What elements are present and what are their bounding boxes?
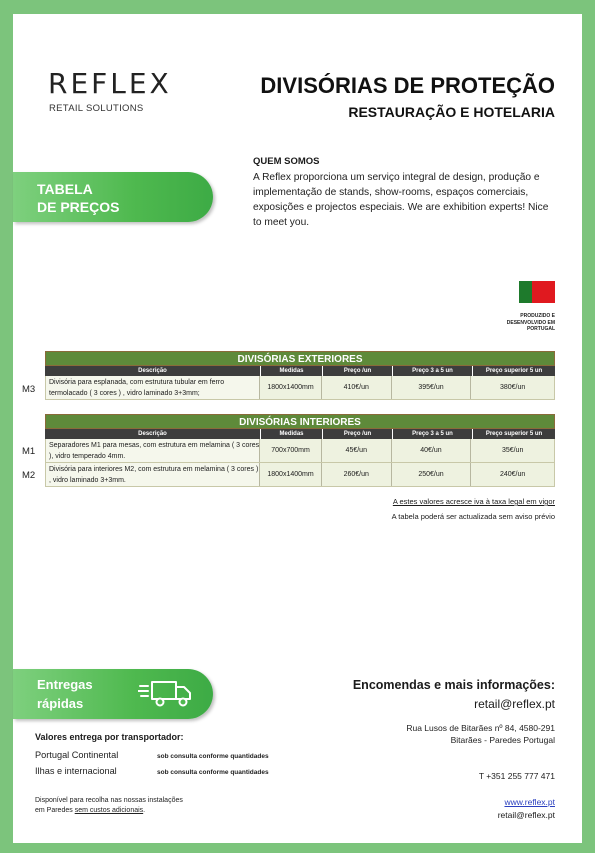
row-desc: Divisória para esplanada, com estrutura tubular em ferro termolacado ( 3 cores ) , vidro laminado 3+3mm; [46, 376, 260, 399]
delivery-note: sob consulta conforme quantidades [157, 753, 269, 760]
entregas-badge-line1: Entregas [37, 677, 93, 692]
delivery-heading: Valores entrega por transportador: [35, 732, 184, 742]
col-preco-sup-5: Preço superior 5 un [472, 366, 555, 376]
row-p2: 250€/un [392, 463, 472, 486]
delivery-destination: Ilhas e internacional [35, 766, 117, 776]
row-p3: 380€/un [499, 384, 526, 391]
tabela-badge-line2: DE PREÇOS [37, 199, 120, 215]
table-row [45, 439, 555, 463]
table-title: DIVISÓRIAS INTERIORES [45, 414, 555, 429]
reflex-logo: REFLEX [48, 67, 172, 100]
row-desc: Separadores M1 para mesas, com estrutura em melamina ( 3 cores ), vidro temperado 4mm. [46, 439, 260, 462]
update-note: A tabela poderá ser actualizada sem aviso prévio [391, 512, 555, 521]
contact-phone: T +351 255 777 471 [478, 771, 555, 781]
table-exteriores [45, 351, 555, 400]
pickup-info [35, 796, 183, 816]
entregas-badge-line2: rápidas [37, 696, 84, 711]
table-interiores [45, 414, 555, 487]
contact-email-secondary[interactable]: retail@reflex.pt [497, 810, 555, 820]
row-p3: 240€/un [499, 471, 526, 478]
row-p3: 35€/un [501, 447, 524, 454]
row-medidas: 1800x1400mm [260, 463, 322, 486]
delivery-destination: Portugal Continental [35, 750, 119, 760]
col-descricao: Descrição [138, 431, 167, 437]
tabela-precos-badge [13, 172, 213, 222]
product-code: M3 [22, 384, 36, 395]
table-row [45, 463, 555, 487]
page-subtitle: RESTAURAÇÃO E HOTELARIA [348, 104, 555, 120]
contact-heading: Encomendas e mais informações: [352, 678, 555, 692]
portugal-flag-icon [519, 281, 555, 303]
row-p1: 45€/un [322, 439, 392, 462]
contact-address: Rua Lusos de Bitarães nº 84, 4580-291 Bitarães - Paredes Portugal [406, 723, 555, 745]
col-preco-sup-5: Preço superior 5 un [472, 429, 555, 439]
iva-note: A estes valores acresce iva à taxa legal em vigor [392, 497, 555, 506]
logo-subtitle: RETAIL SOLUTIONS [49, 103, 144, 114]
col-descricao: Descrição [138, 368, 167, 374]
pickup-line1: Disponível para recolha nas nossas instalações [35, 797, 183, 804]
product-code: M2 [22, 470, 36, 481]
column-headers [45, 366, 555, 376]
row-p2: 395€/un [392, 376, 472, 399]
table-row [45, 376, 555, 400]
row-medidas: 700x700mm [260, 439, 322, 462]
flag-caption: PRODUZIDO E DESENVOLVIDO EM PORTUGAL [506, 313, 555, 332]
table-title: DIVISÓRIAS EXTERIORES [45, 351, 555, 366]
website-link[interactable]: www.reflex.pt [504, 797, 555, 807]
column-headers [45, 429, 555, 439]
row-desc: Divisória para interiores M2, com estrutura em melamina ( 3 cores ) , vidro laminado 3+3mm. [46, 463, 260, 486]
product-code: M1 [22, 446, 36, 457]
tabela-badge-line1: TABELA [37, 181, 93, 197]
page-title: DIVISÓRIAS DE PROTEÇÃO [260, 73, 555, 98]
col-preco-un: Preço /un [322, 429, 392, 439]
delivery-truck-icon [138, 679, 194, 709]
row-p1: 410€/un [322, 376, 392, 399]
col-preco-3-5: Preço 3 a 5 un [392, 429, 472, 439]
about-text: A Reflex proporciona um serviço integral de design, produção e implementação de stands, show-rooms, espaços comerciais, exposições e projectos especiais. We are exhibition experts! Nice to meet you. [253, 172, 549, 228]
col-preco-3-5: Preço 3 a 5 un [392, 366, 472, 376]
row-p1: 260€/un [322, 463, 392, 486]
row-p2: 40€/un [392, 439, 472, 462]
col-medidas: Medidas [260, 366, 322, 376]
contact-email[interactable]: retail@reflex.pt [474, 697, 555, 711]
about-heading: QUEM SOMOS [253, 156, 320, 167]
row-medidas: 1800x1400mm [260, 376, 322, 399]
pickup-line2: em Paredes sem custos adicionais. [35, 807, 146, 814]
col-medidas: Medidas [260, 429, 322, 439]
col-preco-un: Preço /un [322, 366, 392, 376]
delivery-note: sob consulta conforme quantidades [157, 769, 269, 776]
